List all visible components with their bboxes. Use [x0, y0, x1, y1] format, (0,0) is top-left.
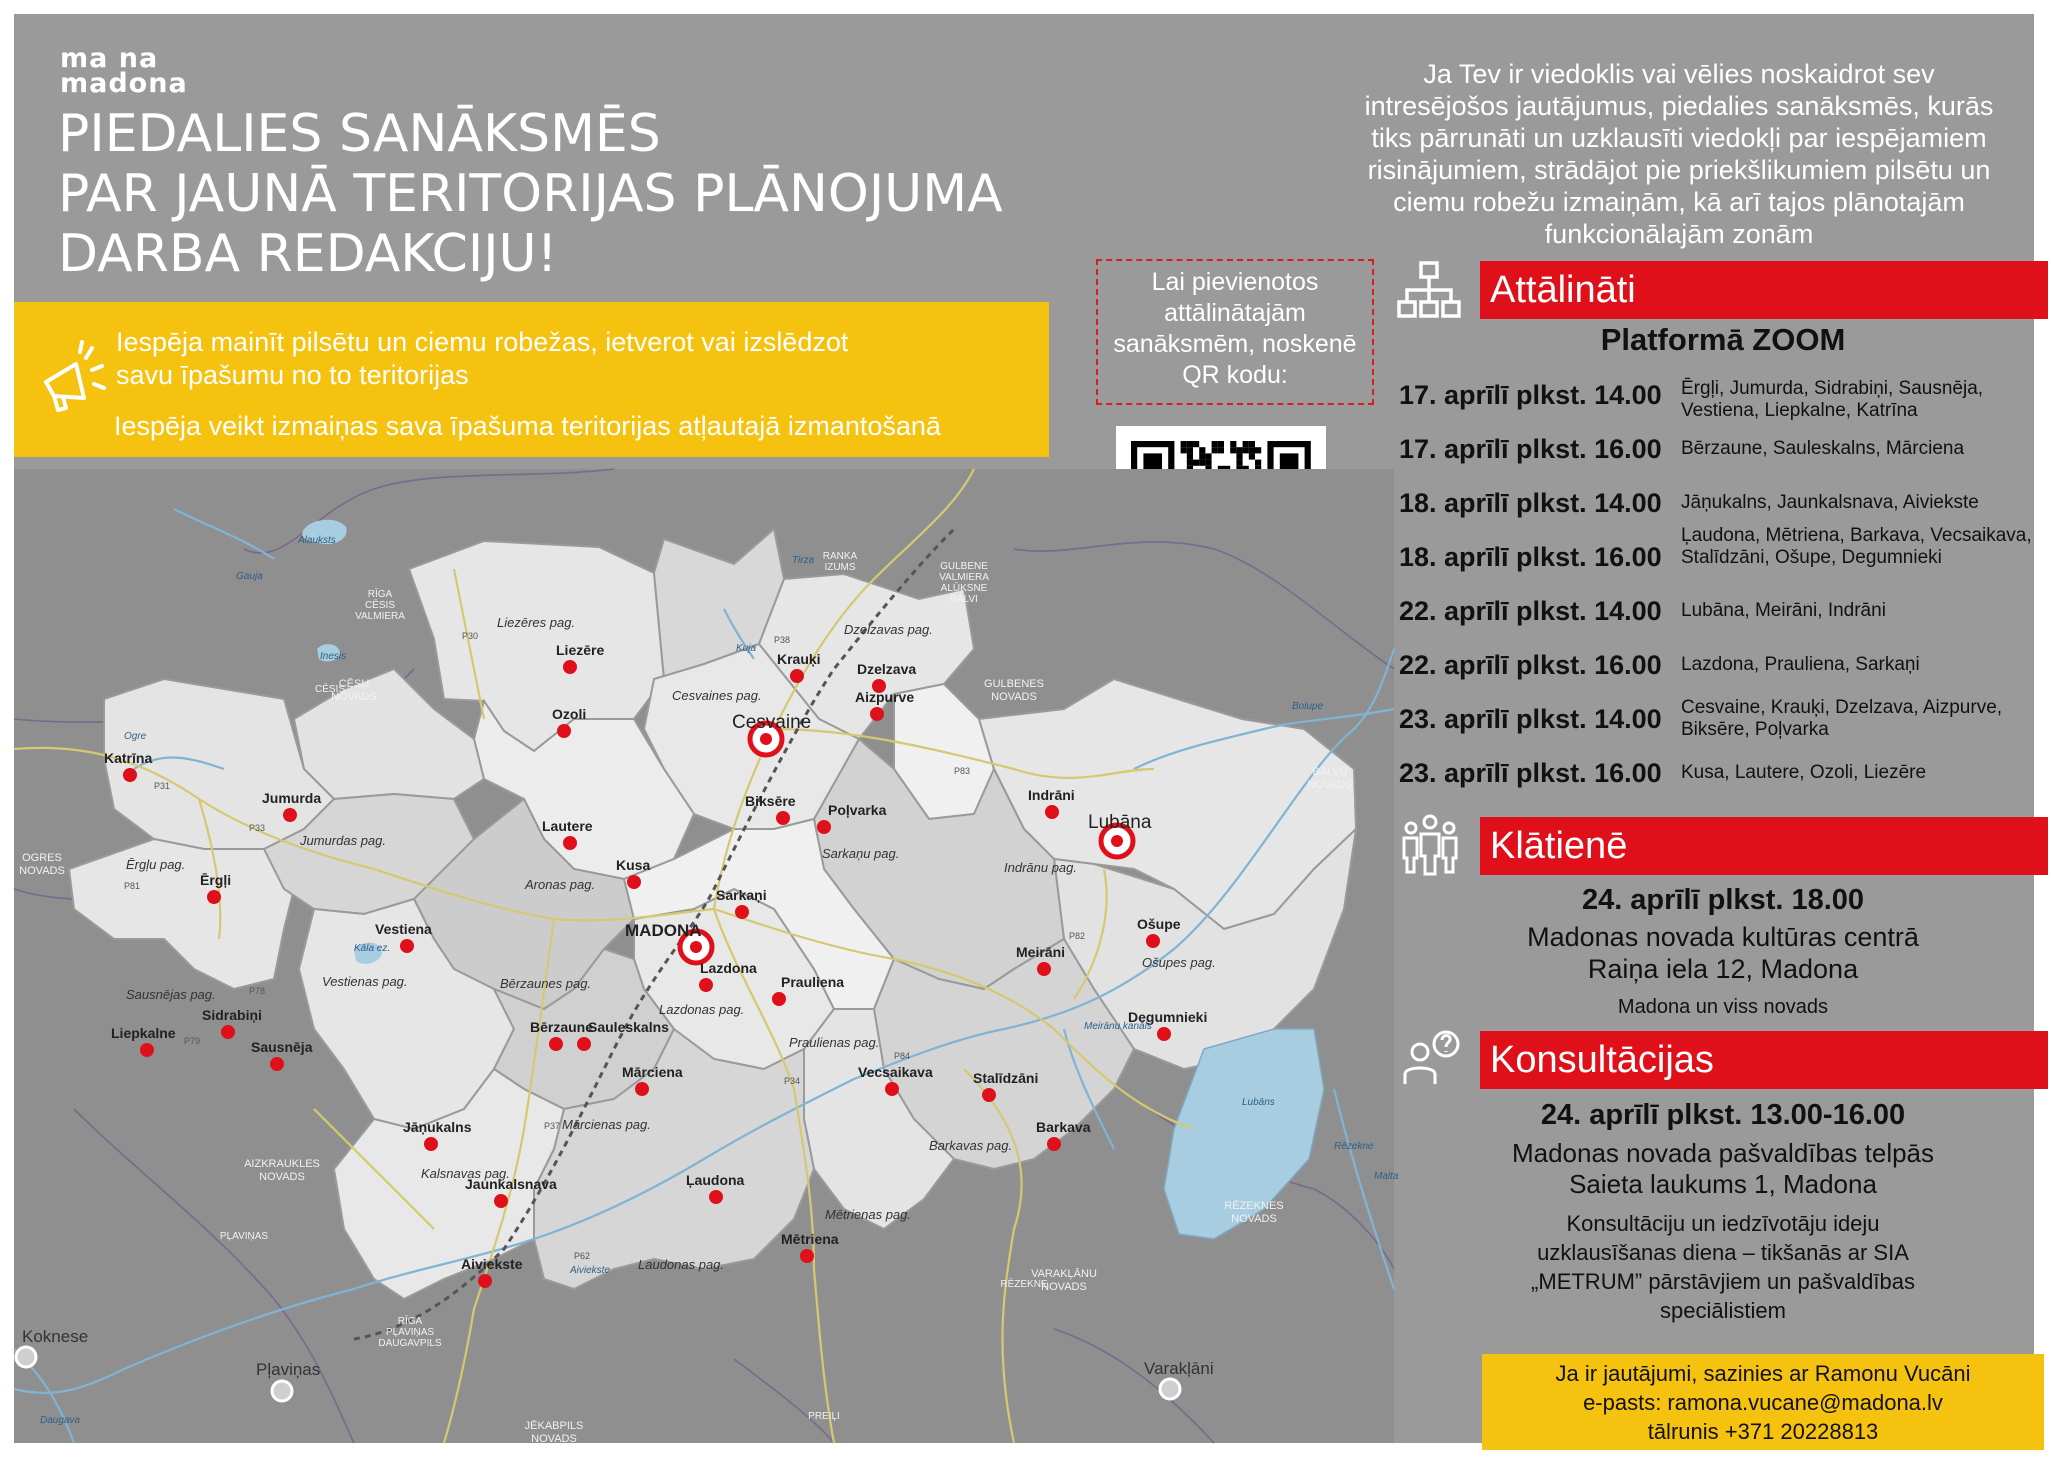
neighbour-label: CĒSU NOVADS: [331, 678, 377, 703]
town-cesvaine-dot: [760, 733, 772, 745]
session-date: 18. aprīlī plkst. 14.00: [1399, 488, 1662, 518]
parish-label: Cesvaines pag.: [672, 688, 762, 703]
parish-label: Sausnējas pag.: [126, 987, 216, 1002]
village-label: Vecsaikava: [858, 1064, 933, 1080]
village-marker[interactable]: [207, 890, 221, 904]
village-label: Indrāni: [1028, 787, 1075, 803]
parish-label: Laudonas pag.: [638, 1257, 725, 1272]
village-label: Ērgļi: [200, 872, 232, 888]
direction-label: GULBENE VALMIERA ALŪKSNE BALVI: [939, 561, 989, 605]
consult-desc-line: speciālistiem: [1660, 1298, 1786, 1323]
direction-label: RĒZEKNE: [1000, 1279, 1048, 1290]
village-label: Degumnieki: [1128, 1009, 1208, 1025]
poster: [14, 14, 2034, 1443]
region-map[interactable]: [14, 469, 1399, 1445]
neighbour-label: GULBENES NOVADS: [984, 678, 1044, 703]
schedule-row: [1399, 588, 2049, 642]
remote-platform: Platformā ZOOM: [1600, 322, 1846, 357]
village-marker[interactable]: [424, 1137, 438, 1151]
village-label: Sidrabiņi: [202, 1007, 262, 1023]
water-label: Tirza: [792, 555, 815, 566]
water-label: Kuja: [736, 643, 757, 654]
neighbour-label: VARAKĻĀNU NOVADS: [1031, 1268, 1097, 1293]
consult-datetime: 24. aprīlī plkst. 13.00-16.00: [1540, 1099, 1906, 1131]
parish-label: Indrānu pag.: [1004, 860, 1078, 875]
inperson-venue-line2: Raiņa iela 12, Madona: [1587, 954, 1859, 984]
village-marker[interactable]: [772, 992, 786, 1006]
parish-label: Jumurdas pag.: [300, 833, 386, 848]
parish-label: Barkavas pag.: [929, 1138, 1013, 1153]
schedule-row: [1399, 642, 2049, 696]
megaphone-icon: [36, 340, 106, 420]
village-marker[interactable]: [870, 707, 884, 721]
parish-label: Aronas pag.: [525, 877, 596, 892]
session-places: Lubāna, Meirāni, Indrāni: [1681, 600, 1886, 621]
village-marker[interactable]: [563, 660, 577, 674]
water-label: Alauksts: [298, 535, 336, 546]
village-label: Liezēre: [556, 642, 605, 658]
water-label: Aiviekste: [570, 1265, 611, 1276]
town-koknese-icon: [16, 1347, 36, 1367]
consultation-icon: [1402, 1028, 1462, 1086]
village-marker[interactable]: [478, 1274, 492, 1288]
village-label: Ošupe: [1137, 916, 1181, 932]
session-date: 17. aprīlī plkst. 14.00: [1399, 380, 1662, 410]
contact-line1: Ja ir jautājumi, sazinies ar Ramonu Vucāni: [1555, 1361, 1971, 1386]
village-marker[interactable]: [577, 1037, 591, 1051]
qr-line: QR kodu:: [1182, 361, 1288, 389]
village-label: Aizpurve: [855, 689, 915, 705]
village-label: Sauleskalns: [588, 1019, 669, 1035]
village-label: Jaunkalsnava: [465, 1176, 557, 1192]
road-label: P34: [784, 1076, 801, 1086]
village-label: Bērzaune: [530, 1019, 594, 1035]
village-label: Jumurda: [262, 790, 322, 806]
direction-label: PĻAVIŅAS: [219, 1231, 269, 1242]
section-consult-title: Konsultācijas: [1480, 1031, 2048, 1089]
inperson-venue-line1: Madonas novada kultūras centrā: [1527, 922, 1919, 952]
consult-description: [1396, 1209, 2050, 1325]
outside-town-label: Koknese: [22, 1327, 89, 1346]
town-plavinas-icon: [272, 1381, 292, 1401]
direction-label: PREIĻI: [808, 1411, 840, 1422]
village-label: Lazdona: [700, 960, 757, 976]
network-icon: [1396, 260, 1462, 320]
village-marker[interactable]: [709, 1190, 723, 1204]
qr-line: Lai pievienotos: [1151, 268, 1319, 296]
parish-label: Lazdonas pag.: [659, 1002, 745, 1017]
village-marker[interactable]: [635, 1082, 649, 1096]
village-label: Prauliena: [781, 974, 845, 990]
schedule-row: [1399, 372, 2049, 426]
village-label: Meirāni: [1016, 944, 1066, 960]
village-marker[interactable]: [123, 768, 137, 782]
village-marker[interactable]: [557, 724, 571, 738]
session-date: 23. aprīlī plkst. 16.00: [1399, 758, 1662, 788]
village-marker[interactable]: [1037, 962, 1051, 976]
village-marker[interactable]: [1146, 934, 1160, 948]
water-label: Daugava: [40, 1415, 81, 1426]
village-label: Krauķi: [777, 651, 821, 667]
town-varaklani-icon: [1160, 1379, 1180, 1399]
village-marker[interactable]: [1045, 805, 1059, 819]
village-marker[interactable]: [400, 939, 414, 953]
direction-label: RANKA IZUMS: [822, 551, 858, 573]
parish-label: Vestienas pag.: [322, 974, 408, 989]
village-label: Dzelzava: [857, 661, 917, 677]
session-places: Ērgļi, Jumurda, Sidrabiņi, Sausnēja, Vestiena, Liepkalne, Katrīna: [1681, 378, 1984, 421]
water-label: Meirānu kanāls: [1084, 1021, 1152, 1032]
parish-label: Praulienas pag.: [789, 1035, 880, 1050]
neighbour-label: JĒKABPILS NOVADS: [524, 1420, 584, 1445]
village-marker[interactable]: [283, 808, 297, 822]
inperson-datetime: 24. aprīlī plkst. 18.00: [1581, 884, 1865, 916]
road-label: P31: [154, 781, 171, 791]
session-date: 17. aprīlī plkst. 16.00: [1399, 434, 1662, 464]
schedule-row: [1399, 426, 2049, 480]
road-label: P81: [124, 881, 141, 891]
section-inperson-title: Klātienē: [1480, 817, 2048, 875]
village-marker[interactable]: [627, 875, 641, 889]
water-label: Inesis: [320, 651, 347, 662]
village-label: Mētriena: [781, 1231, 839, 1247]
road-label: P78: [249, 986, 266, 996]
outside-town-label: Pļaviņas: [256, 1360, 321, 1379]
session-places: Lazdona, Prauliena, Sarkaņi: [1681, 654, 1920, 675]
consult-venue-line1: Madonas novada pašvaldības telpās: [1511, 1138, 1935, 1168]
village-label: Barkava: [1036, 1119, 1091, 1135]
road-label: P84: [894, 1051, 911, 1061]
town-cesvaine-label: Cesvaine: [732, 712, 812, 733]
road-label: P30: [462, 631, 479, 641]
village-marker[interactable]: [885, 1082, 899, 1096]
parish-label: Ošupes pag.: [1142, 955, 1216, 970]
parish-label: Ērgļu pag.: [126, 857, 186, 872]
intro-line: tiks pārrunāti un uzklausīti viedokļi par iespējamiem: [1371, 123, 1987, 153]
village-label: Poļvarka: [828, 802, 887, 818]
village-label: Sausnēja: [251, 1039, 313, 1055]
qr-line: attālinātajām: [1164, 299, 1306, 327]
consult-desc-line: Konsultāciju un iedzīvotāju ideju: [1566, 1211, 1880, 1236]
village-marker[interactable]: [494, 1194, 508, 1208]
village-marker[interactable]: [563, 836, 577, 850]
parish-label: Mārcienas pag.: [562, 1117, 651, 1132]
water-label: Kāla ez.: [354, 943, 391, 954]
water-label: Rēzekne: [1334, 1141, 1374, 1152]
village-marker[interactable]: [982, 1088, 996, 1102]
intro-line: ciemu robežu izmaiņām, kā arī tajos plānotajām: [1393, 187, 1965, 217]
outside-town-label: Varakļāni: [1144, 1359, 1214, 1378]
qr-line: sanāksmēm, noskenē: [1113, 330, 1357, 358]
village-label: Vestiena: [375, 921, 432, 937]
page-title: [58, 104, 1003, 284]
parish-label: Dzelzavas pag.: [844, 622, 933, 637]
session-date: 22. aprīlī plkst. 16.00: [1399, 650, 1662, 680]
intro-line: risinājumiem, strādājot pie priekšlikumiem pilsētu un: [1367, 155, 1991, 185]
parish-label: Sarkaņu pag.: [822, 846, 900, 861]
village-marker[interactable]: [735, 905, 749, 919]
contact-box: [1482, 1354, 2044, 1450]
road-label: P82: [1069, 931, 1086, 941]
consult-desc-line: uzklausīšanas diena – tikšanās ar SIA: [1537, 1240, 1909, 1265]
village-label: Stalīdzāni: [973, 1070, 1039, 1086]
highlight-item2: Iespēja veikt izmaiņas sava īpašuma teritorijas atļautajā izmantošanā: [114, 411, 941, 441]
village-marker[interactable]: [1047, 1137, 1061, 1151]
village-label: Liepkalne: [111, 1025, 176, 1041]
inperson-audience: Madona un viss novads: [1617, 996, 1829, 1018]
logo: [60, 43, 188, 99]
contact-phone[interactable]: tālrunis +371 20228813: [1647, 1419, 1879, 1444]
highlight-item1-line2: savu īpašumu no to teritorijas: [116, 360, 469, 390]
village-label: Sarkaņi: [716, 887, 767, 903]
village-marker[interactable]: [817, 820, 831, 834]
road-label: P33: [249, 823, 266, 833]
road-label: P37: [544, 1121, 561, 1131]
village-label: Ozoli: [552, 706, 587, 722]
water-label: Lubāns: [1242, 1097, 1275, 1108]
town-lubana-dot: [1111, 835, 1123, 847]
neighbour-label: BALVU NOVADS: [1307, 766, 1353, 791]
title-line3: DARBA REDAKCIJU!: [58, 224, 558, 284]
contact-email[interactable]: e-pasts: ramona.vucane@madona.lv: [1583, 1390, 1943, 1415]
session-date: 18. aprīlī plkst. 16.00: [1399, 542, 1662, 572]
town-madona-label: MADONA: [625, 921, 702, 940]
road-label: P38: [774, 635, 791, 645]
village-label: Biksēre: [745, 793, 796, 809]
intro-line: Ja Tev ir viedoklis vai vēlies noskaidrot sev: [1423, 59, 1935, 89]
village-label: Jāņukalns: [403, 1119, 472, 1135]
highlights-box: [14, 302, 1049, 457]
title-line2: PAR JAUNĀ TERITORIJAS PLĀNOJUMA: [58, 164, 1003, 224]
intro-line: intresējošos jautājumus, piedalies sanāksmēs, kurās: [1364, 91, 1994, 121]
town-lubana-label: Lubāna: [1088, 812, 1152, 833]
logo-line1: ma na: [60, 43, 159, 74]
water-label: Bolupe: [1292, 701, 1324, 712]
road-label: P83: [954, 766, 971, 776]
neighbour-label: RĒZEKNES NOVADS: [1224, 1200, 1284, 1225]
village-marker[interactable]: [140, 1043, 154, 1057]
parish-label: Liezēres pag.: [497, 615, 576, 630]
consult-venue-line2: Saieta laukums 1, Madona: [1569, 1169, 1877, 1199]
parish-label: Bērzaunes pag.: [500, 976, 592, 991]
parish-label: Mētrienas pag.: [825, 1207, 911, 1222]
qr-instructions: [1096, 259, 1374, 405]
village-marker[interactable]: [699, 978, 713, 992]
schedule-row: [1399, 525, 2049, 588]
neighbour-label: OGRES NOVADS: [19, 852, 65, 877]
village-marker[interactable]: [549, 1037, 563, 1051]
intro-text: [1309, 58, 2049, 250]
village-label: Aiviekste: [461, 1256, 523, 1272]
map-svg[interactable]: [14, 469, 1399, 1445]
village-label: Ļaudona: [686, 1172, 745, 1188]
water-label: Ogre: [124, 731, 147, 742]
session-places: Bērzaune, Sauleskalns, Mārciena: [1681, 438, 1965, 459]
section-remote-title: Attālināti: [1480, 261, 2048, 319]
schedule-row: [1399, 696, 2049, 750]
schedule-row: [1399, 750, 2049, 804]
village-label: Mārciena: [622, 1064, 683, 1080]
village-marker[interactable]: [221, 1025, 235, 1039]
village-marker[interactable]: [270, 1057, 284, 1071]
title-line1: PIEDALIES SANĀKSMĒS: [58, 104, 661, 164]
village-label: Lautere: [542, 818, 593, 834]
highlight-item1-line1: Iespēja mainīt pilsētu un ciemu robežas, ietverot vai izslēdzot: [116, 327, 849, 357]
road-label: P79: [184, 1036, 201, 1046]
village-marker[interactable]: [800, 1249, 814, 1263]
session-date: 23. aprīlī plkst. 14.00: [1399, 704, 1662, 734]
parish-label: Kalsnavas pag.: [421, 1166, 510, 1181]
neighbour-label: AIZKRAUKLES NOVADS: [244, 1158, 320, 1183]
direction-label: RĪGA PĻAVIŅAS DAUGAVPILS: [378, 1316, 442, 1349]
session-date: 22. aprīlī plkst. 14.00: [1399, 596, 1662, 626]
direction-label: RĪGA CĒSIS VALMIERA: [355, 589, 405, 622]
people-icon: [1402, 814, 1458, 876]
water-label: Gauja: [236, 571, 263, 582]
village-label: Kusa: [616, 857, 651, 873]
session-places: Jāņukalns, Jaunkalsnava, Aiviekste: [1681, 492, 1979, 513]
session-places: Kusa, Lautere, Ozoli, Liezēre: [1681, 762, 1927, 783]
road-label: P62: [574, 1251, 591, 1261]
village-marker[interactable]: [790, 669, 804, 683]
village-marker[interactable]: [1157, 1027, 1171, 1041]
intro-line: funkcionālajām zonām: [1544, 219, 1814, 249]
village-label: Katrīna: [104, 750, 153, 766]
direction-label: CĒSIS: [314, 684, 346, 695]
session-places: Cesvaine, Krauķi, Dzelzava, Aizpurve, Biksēre, Poļvarka: [1681, 697, 2003, 740]
session-places: Ļaudona, Mētriena, Barkava, Vecsaikava, Stalīdzāni, Ošupe, Degumnieki: [1681, 525, 2032, 568]
water-label: Malta: [1374, 1171, 1399, 1182]
consult-desc-line: „METRUM” pārstāvjiem un pašvaldības: [1531, 1269, 1915, 1294]
village-marker[interactable]: [776, 811, 790, 825]
town-madona-dot: [690, 941, 702, 953]
logo-line2: madona: [60, 68, 188, 99]
